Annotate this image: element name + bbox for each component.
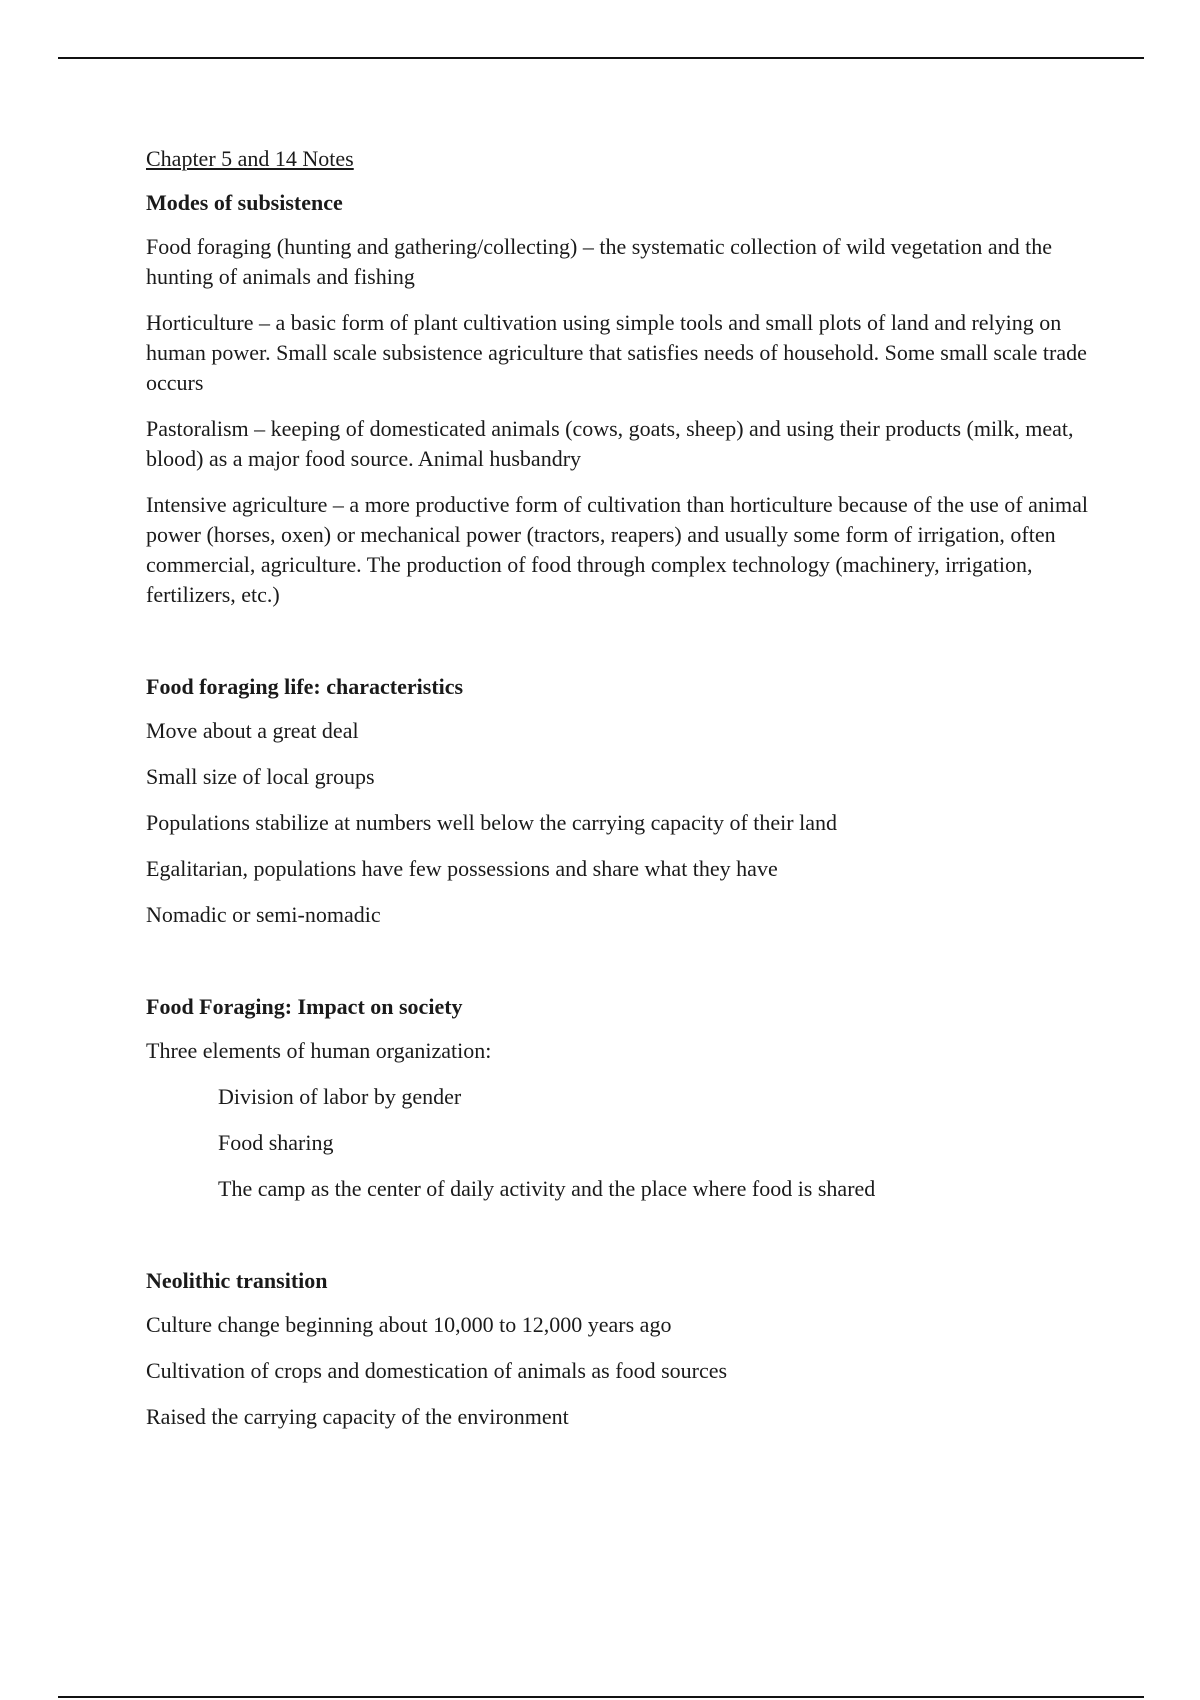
list-item: Cultivation of crops and domestication of animals as food sources xyxy=(146,1358,728,1383)
section-heading-modes-of-subsistence: Modes of subsistence xyxy=(146,190,343,215)
list-item: Culture change beginning about 10,000 to 12,000 years ago xyxy=(146,1312,672,1337)
list-item: Populations stabilize at numbers well below the carrying capacity of their land xyxy=(146,810,837,835)
list-item: Small size of local groups xyxy=(146,764,375,789)
definition-intensive-agriculture: Intensive agriculture – a more productive form of cultivation than horticulture because of the use of animal power (horses, oxen) or mechanical power (tractors, reapers) and usually some form of irrigation, often commercial, agriculture. The production of food through complex technology (machinery, irrigation, fertilizers, etc.) xyxy=(146,492,1089,607)
document-title: Chapter 5 and 14 Notes xyxy=(146,146,354,171)
definition-food-foraging: Food foraging (hunting and gathering/collecting) – the systematic collection of wild vegetation and the hunting of animals and fishing xyxy=(146,234,1053,289)
document-body xyxy=(146,144,1096,1448)
definition-pastoralism: Pastoralism – keeping of domesticated animals (cows, goats, sheep) and using their products (milk, meat, blood) as a major food source. Animal husbandry xyxy=(146,416,1074,471)
list-item: Move about a great deal xyxy=(146,718,359,743)
list-item: Raised the carrying capacity of the environment xyxy=(146,1404,569,1429)
section-spacer xyxy=(146,946,1096,992)
list-item: Egalitarian, populations have few possessions and share what they have xyxy=(146,856,778,881)
section-spacer xyxy=(146,1220,1096,1266)
list-item: Nomadic or semi-nomadic xyxy=(146,902,381,927)
definition-horticulture: Horticulture – a basic form of plant cultivation using simple tools and small plots of land and relying on human power. Small scale subsistence agriculture that satisfies needs of household. Some small scale trade occurs xyxy=(146,310,1087,395)
section-spacer xyxy=(146,626,1096,672)
section-heading-neolithic-transition: Neolithic transition xyxy=(146,1268,328,1293)
section-heading-food-foraging-life: Food foraging life: characteristics xyxy=(146,674,464,699)
indented-list-item: Food sharing xyxy=(218,1130,334,1155)
section-heading-impact-on-society: Food Foraging: Impact on society xyxy=(146,994,463,1019)
top-rule xyxy=(58,57,1144,59)
section-intro: Three elements of human organization: xyxy=(146,1038,492,1063)
bottom-rule xyxy=(58,1696,1144,1698)
indented-list-item: The camp as the center of daily activity and the place where food is shared xyxy=(218,1176,876,1201)
indented-list-item: Division of labor by gender xyxy=(218,1084,462,1109)
